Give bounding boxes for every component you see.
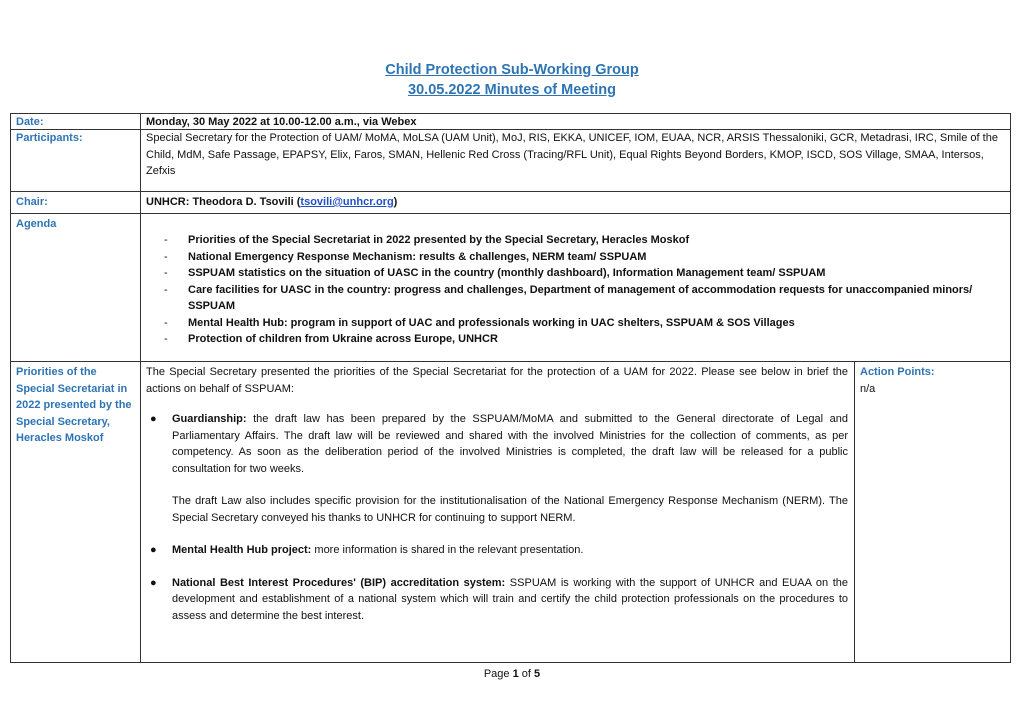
agenda-item: - SSPUAM statistics on the situation of UASC in the country (monthly dashboard), Information Management team/ SSPUAM [164, 265, 984, 282]
participants-value: Special Secretary for the Protection of UAM/ MoMA, MoLSA (UAM Unit), MoJ, RIS, EKKA, UNICEF, IOM, EUAA, NCR, ARSIS Thessaloniki, GCR, Metadrasi, IRC, Smile of the Child, MdM, Safe Passage, EPAPSY, Elix, Faros, SMAN, Hellenic Red Cross (Tracing/RFL Unit), Equal Rights Beyond Borders, KMOP, ISCD, SOS Village, SMAA, Intersos, Zefxis [146, 132, 998, 177]
action-points-label: Action Points: [860, 366, 935, 378]
bullet-dot-icon: ● [150, 544, 157, 556]
bullet-heading: Guardianship: [172, 413, 247, 425]
chair-value [146, 194, 397, 211]
priorities-label: Priorities of the Special Secretariat in 2022 presented by the Special Secretary, Heracles Moskof [16, 366, 132, 444]
paragraph-text: The draft Law also includes specific provision for the institutionalisation of the National Emergency Response Mechanism (NERM). The Special Secretary conveyed his thanks to UNHCR for continuing to support NERM. [172, 495, 848, 524]
bullet-dot-icon: ● [150, 576, 157, 589]
footer-sep: of [518, 668, 535, 680]
table-border [10, 213, 1010, 214]
bullet-dot-icon: ● [150, 413, 157, 425]
chair-close: ) [393, 196, 398, 208]
agenda-item: - Care facilities for UASC in the country: progress and challenges, Department of management of accommodation requests for unaccompanied minors/ SSPUAM [164, 282, 984, 315]
bullet-text: SSPUAM is working with the support of UNHCR and EUAA on the development and establishment of a national system which will train and certify the child protection professionals on the procedures to assess and determine the best interest. [172, 576, 849, 622]
page-total: 5 [534, 668, 541, 680]
chair-name: UNHCR: Theodora D. Tsovili ( [146, 196, 301, 208]
date-label: Date: [16, 116, 44, 128]
agenda-item: - Priorities of the Special Secretariat in 2022 presented by the Special Secretary, Heracles Moskof [164, 232, 984, 249]
participants-label: Participants: [16, 132, 83, 144]
table-border [10, 662, 1010, 663]
priorities-paragraph [146, 493, 848, 526]
bullet-heading: Mental Health Hub project: [172, 544, 312, 556]
action-points-value: n/a [860, 383, 876, 395]
table-border [10, 191, 1010, 192]
agenda-item: - National Emergency Response Mechanism: results & challenges, NERM team/ SSPUAM [164, 249, 984, 266]
document-title [0, 60, 1024, 100]
footer-prefix: Page [483, 668, 513, 680]
table-border [10, 113, 11, 663]
agenda-item: - Mental Health Hub: program in support of UAC and professionals working in UAC shelters, SSPUAM & SOS Villages [164, 315, 984, 332]
agenda-label: Agenda [16, 218, 57, 230]
page-current: 1 [512, 668, 519, 680]
priorities-bullet [146, 542, 848, 559]
bullet-heading: National Best Interest Procedures' (BIP) accreditation system: [172, 576, 506, 589]
priorities-intro: The Special Secretary presented the priorities of the Special Secretariat for the protection of a UAM for 2022. Please see below in brief the actions on behalf of SSPUAM: [146, 366, 848, 395]
title-line-2: 30.05.2022 Minutes of Meeting [408, 82, 616, 98]
bullet-text: more information is shared in the relevant presentation. [311, 544, 584, 556]
table-border [854, 361, 855, 663]
agenda-list [164, 232, 984, 348]
agenda-item: - Protection of children from Ukraine across Europe, UNHCR [164, 331, 984, 348]
chair-email-link[interactable]: tsovili@unhcr.org [300, 196, 394, 208]
priorities-bullet [146, 411, 848, 477]
bullet-text: the draft law has been prepared by the SSPUAM/MoMA and submitted to the General directorate of Legal and Parliamentary Affairs. The draft law will be reviewed and shared with the involved Ministries for the collection of comments, as per competency. As soon as the deliberation period of the involved Ministries is completed, the draft law will be released for a public consultation for two weeks. [172, 413, 848, 475]
chair-label: Chair: [16, 196, 48, 208]
title-line-1: Child Protection Sub-Working Group [385, 62, 639, 78]
table-border [140, 113, 141, 663]
date-value: Monday, 30 May 2022 at 10.00-12.00 a.m., via Webex [146, 116, 417, 128]
page-footer [0, 668, 1024, 680]
table-border [1010, 113, 1011, 663]
priorities-bullet [146, 575, 848, 625]
priorities-content [146, 364, 848, 624]
table-border [10, 361, 1010, 362]
